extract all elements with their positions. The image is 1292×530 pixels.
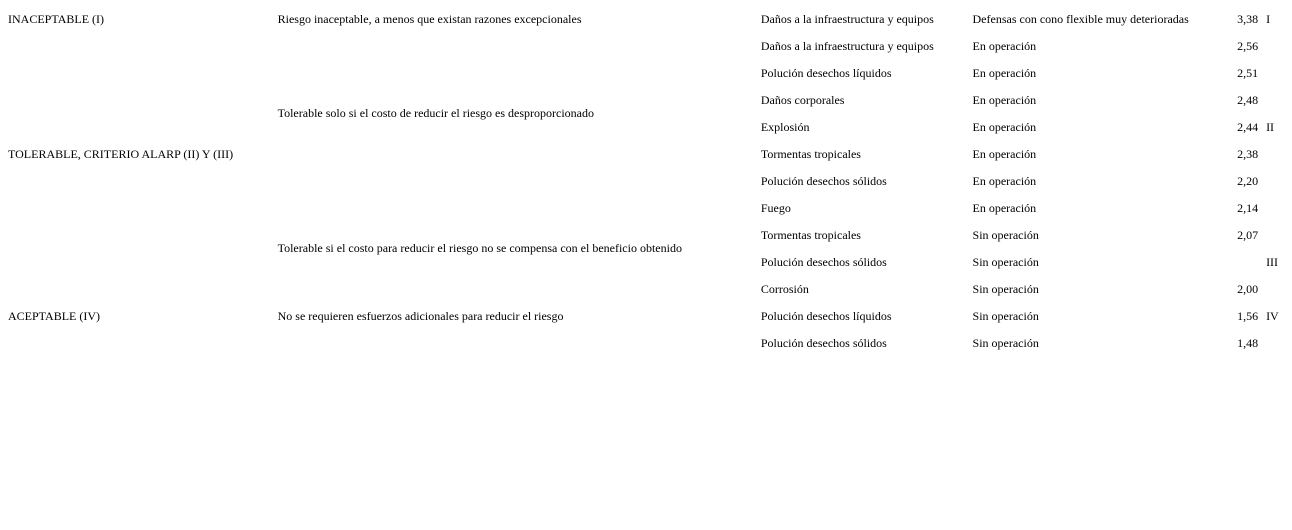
consequence-cell: Tormentas tropicales <box>760 146 861 161</box>
table-row <box>4 5 1292 32</box>
state-cell: En operación <box>972 200 1037 215</box>
consequence-cell: Explosión <box>760 119 810 134</box>
zone-iv: IV <box>1266 308 1279 323</box>
value-cell: 1,48 <box>1237 335 1259 350</box>
level-empty <box>4 248 274 275</box>
criterion-empty <box>274 329 757 356</box>
state-cell: En operación <box>972 92 1037 107</box>
consequence-cell: Daños a la infraestructura y equipos <box>760 11 934 26</box>
level-empty <box>4 32 274 59</box>
level-empty <box>4 275 274 302</box>
value-cell: 2,38 <box>1237 146 1259 161</box>
level-empty <box>4 167 274 194</box>
level-empty <box>4 329 274 356</box>
level-inacceptable: INACEPTABLE (I) <box>8 11 105 26</box>
state-cell: Sin operación <box>972 254 1039 269</box>
value-cell: 2,56 <box>1237 38 1259 53</box>
consequence-cell: Polución desechos líquidos <box>760 65 892 80</box>
criterion-inacceptable: Riesgo inaceptable, a menos que existan razones excepcionales <box>277 11 582 26</box>
level-empty <box>4 113 274 140</box>
level-empty <box>4 59 274 86</box>
zone-ii: II <box>1266 119 1275 134</box>
level-empty <box>4 221 274 248</box>
state-cell: En operación <box>972 65 1037 80</box>
state-cell: Sin operación <box>972 335 1039 350</box>
value-cell: 3,38 <box>1237 11 1259 26</box>
criterion-tolerable-benefit: Tolerable si el costo para reducir el riesgo no se compensa con el beneficio obtenido <box>277 241 682 255</box>
level-tolerable: TOLERABLE, CRITERIO ALARP (II) Y (III) <box>8 146 234 161</box>
zone-i: I <box>1266 11 1271 26</box>
value-cell <box>1230 248 1262 275</box>
level-empty <box>4 86 274 113</box>
level-empty <box>4 194 274 221</box>
consequence-cell: Tormentas tropicales <box>760 227 861 242</box>
value-cell: 1,56 <box>1237 308 1259 323</box>
table-row <box>4 329 1292 356</box>
state-cell: En operación <box>972 146 1037 161</box>
table-row <box>4 194 1292 221</box>
consequence-cell: Polución desechos líquidos <box>760 308 892 323</box>
value-cell: 2,00 <box>1237 281 1259 296</box>
level-acceptable: ACEPTABLE (IV) <box>8 308 101 323</box>
consequence-cell: Daños a la infraestructura y equipos <box>760 38 934 53</box>
consequence-cell: Polución desechos sólidos <box>760 254 887 269</box>
value-cell: 2,07 <box>1237 227 1259 242</box>
value-cell: 2,20 <box>1237 173 1259 188</box>
state-cell: En operación <box>972 38 1037 53</box>
state-cell: Sin operación <box>972 308 1039 323</box>
value-cell: 2,48 <box>1237 92 1259 107</box>
value-cell: 2,51 <box>1237 65 1259 80</box>
criterion-acceptable: No se requieren esfuerzos adicionales para reducir el riesgo <box>277 308 564 323</box>
criterion-tolerable-disproportionate: Tolerable solo si el costo de reducir el riesgo es desproporcionado <box>277 106 595 120</box>
state-cell: Defensas con cono flexible muy deterioradas <box>972 11 1189 26</box>
table-row <box>4 302 1292 329</box>
zone-empty <box>1262 329 1292 356</box>
state-cell: En operación <box>972 173 1037 188</box>
risk-table <box>4 5 1292 356</box>
consequence-cell: Fuego <box>760 200 791 215</box>
consequence-cell: Daños corporales <box>760 92 845 107</box>
consequence-cell: Corrosión <box>760 281 809 296</box>
state-cell: En operación <box>972 119 1037 134</box>
consequence-cell: Polución desechos sólidos <box>760 173 887 188</box>
value-cell: 2,44 <box>1237 119 1259 134</box>
state-cell: Sin operación <box>972 281 1039 296</box>
state-cell: Sin operación <box>972 227 1039 242</box>
table-row <box>4 32 1292 59</box>
zone-iii: III <box>1266 254 1279 269</box>
consequence-cell: Polución desechos sólidos <box>760 335 887 350</box>
value-cell: 2,14 <box>1237 200 1259 215</box>
